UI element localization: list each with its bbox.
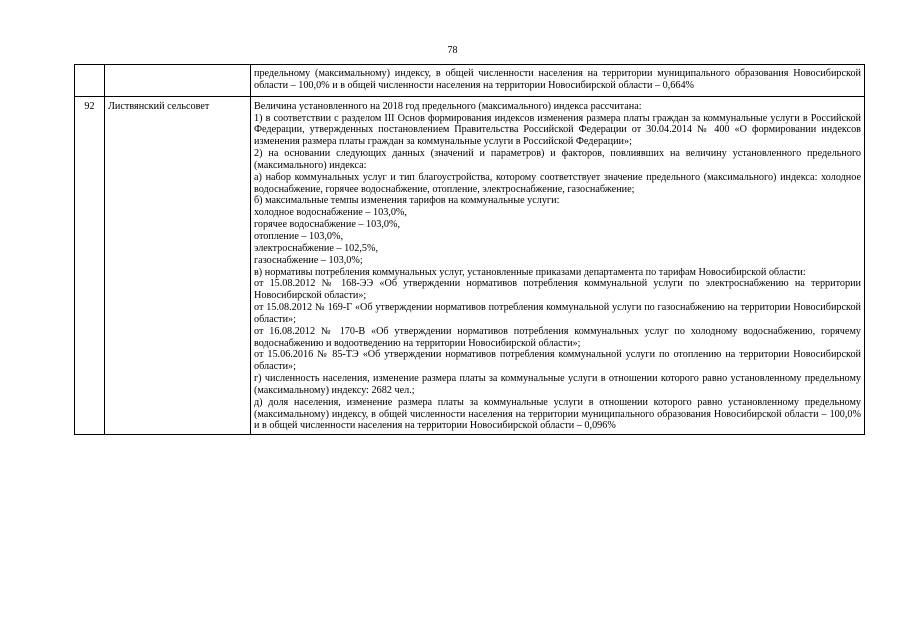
description-cell <box>251 96 865 435</box>
paragraph: д) доля населения, изменение размера платы за коммунальные услуги в отношении которого равно установленному предельному (максимальному) индексу, в общей численности населения на территории муниципального образования Новосибирской области – 100,0% и в общей численности населения на территории Новосибирской области – 0,096% <box>254 396 861 432</box>
paragraph: г) численность населения, изменение размера платы за коммунальные услуги в отношении которого равно установленному предельному (максимальному) индексу: 2682 чел.; <box>254 373 861 396</box>
description-cell <box>251 65 865 97</box>
page-number: 78 <box>447 45 458 56</box>
paragraph: предельному (максимальному) индексу, в общей численности населения на территории муниципального образования Новосибирской области – 100,0% и в общей численности населения на территории Новосибирской области – 0,664% <box>254 68 861 91</box>
paragraph: а) набор коммунальных услуг и тип благоустройства, которому соответствует значение предельного (максимального) индекса: холодное водоснабжение, горячее водоснабжение, отопление, электроснабжение, газоснабжение; <box>254 171 861 195</box>
paragraph: отопление – 103,0%, <box>254 230 343 242</box>
row-number-cell <box>75 65 105 97</box>
paragraph: 2) на основании следующих данных (значений и параметров) и факторов, повлиявших на величину установленного предельного (максимального) индекса: <box>254 148 861 171</box>
paragraph: 1) в соответствии с разделом III Основ формирования индексов изменения размера платы граждан за коммунальные услуги в Российской Федерации, утвержденных постановлением Правительства Российской Федерации от 30.04.2014 № 400 «О формировании индексов изменения размера платы граждан за коммунальные услуги в Российской Федерации»; <box>254 112 861 148</box>
municipality-name-cell: Листвянский сельсовет <box>105 96 251 435</box>
paragraph: от 15.08.2012 № 168-ЭЭ «Об утверждении нормативов потребления коммунальной услуги по электроснабжению на территории Новосибирской области»; <box>254 278 861 302</box>
paragraph: горячее водоснабжение – 103,0%, <box>254 219 401 231</box>
table-row <box>75 96 865 435</box>
municipality-name-cell <box>105 65 251 97</box>
paragraph: в) нормативы потребления коммунальных услуг, установленные приказами департамента по тарифам Новосибирской области: <box>254 266 806 278</box>
paragraph: электроснабжение – 102,5%, <box>254 242 379 254</box>
table-body <box>75 65 865 435</box>
paragraph: Величина установленного на 2018 год предельного (максимального) индекса рассчитана: <box>254 100 642 112</box>
paragraph: б) максимальные темпы изменения тарифов на коммунальные услуги: <box>254 195 560 207</box>
table-row <box>75 65 865 97</box>
paragraph: от 15.06.2016 № 85-ТЭ «Об утверждении нормативов потребления коммунальной услуги по отоплению на территории Новосибирской области»; <box>254 349 861 373</box>
paragraph: холодное водоснабжение – 103,0%, <box>254 207 407 219</box>
paragraph: от 16.08.2012 № 170-В «Об утверждении нормативов потребления коммунальных услуг по холодному водоснабжению, горячему водоснабжению и водоотведению на территории Новосибирской области»; <box>254 325 861 349</box>
tariff-index-table <box>74 64 865 435</box>
paragraph: от 15.08.2012 № 169-Г «Об утверждении нормативов потребления коммунальной услуги по газоснабжению на территории Новосибирской области»; <box>254 302 861 325</box>
row-number-cell: 92 <box>75 96 105 435</box>
paragraph: газоснабжение – 103,0%; <box>254 254 363 266</box>
